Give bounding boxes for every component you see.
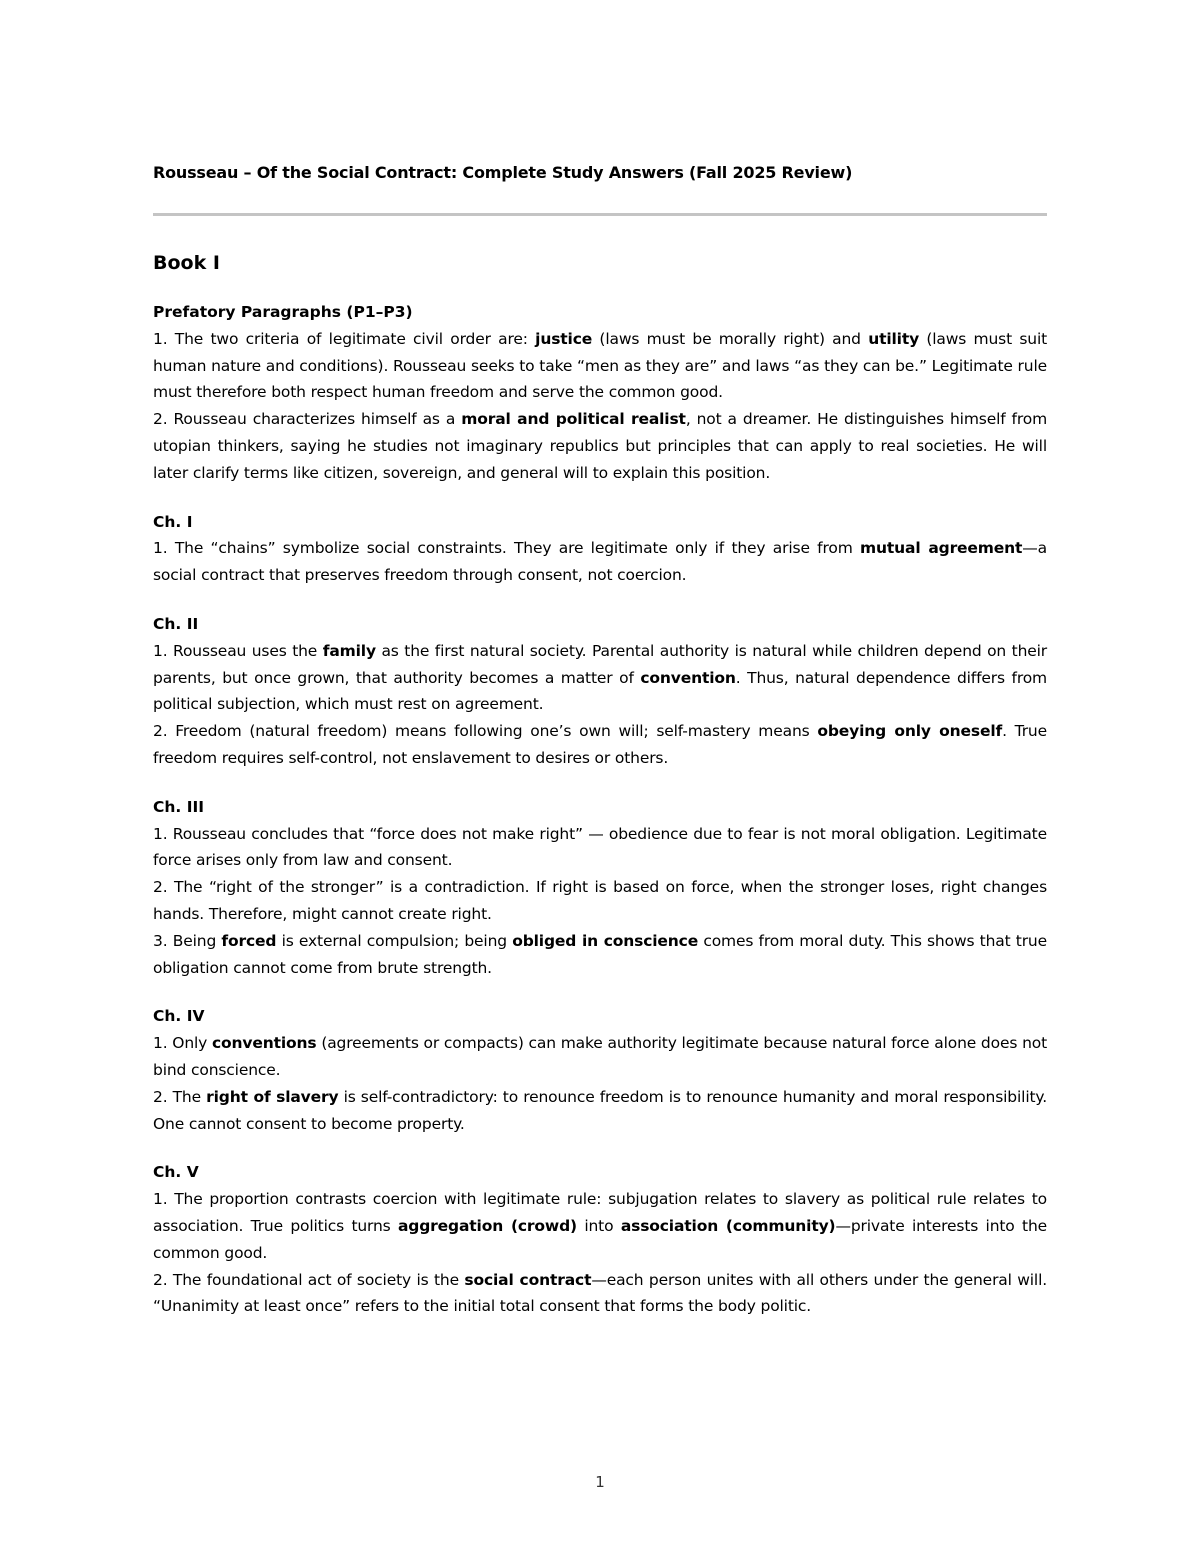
text-run: , not a dreamer. He distinguishes himself from utopian thinkers, saying he studies not imaginary republics but principles that can apply to real societies. He will later clarify terms like citizen, sovereign, and general will to explain this position. xyxy=(153,410,1048,482)
text-run: as the first natural society. Parental authority is natural while children depend on their parents, but once grown, that authority becomes a matter of xyxy=(153,641,1048,687)
answer-paragraph xyxy=(153,638,1047,718)
section-heading: Prefatory Paragraphs (P1–P3) xyxy=(153,303,413,321)
key-term: right of slavery xyxy=(206,1087,339,1106)
answer-paragraph xyxy=(153,535,1047,589)
answer-paragraph xyxy=(153,1084,1047,1138)
text-run: comes from moral duty. This shows that true obligation cannot come from brute strength. xyxy=(153,931,1047,977)
answer-paragraph xyxy=(153,1186,1047,1266)
text-run: is self-contradictory: to renounce freedom is to renounce humanity and moral responsibility. One cannot consent to become property. xyxy=(153,1087,1047,1133)
text-run: . Thus, natural dependence differs from political subjection, which must rest on agreement. xyxy=(153,668,1047,714)
key-term: moral and political realist xyxy=(461,410,686,429)
text-run: —each person unites with all others under the general will. “Unanimity at least once” refers to the initial total consent that forms the body politic. xyxy=(153,1270,1047,1316)
key-term: justice xyxy=(535,329,593,348)
text-run: 2. Freedom (natural freedom) means following one’s own will; self-mastery means xyxy=(153,722,818,741)
key-term: mutual agreement xyxy=(860,539,1023,558)
section xyxy=(153,509,1047,589)
text-run: —private interests into the common good. xyxy=(153,1216,1047,1262)
answer-paragraph xyxy=(153,406,1047,486)
text-run: is external compulsion; being xyxy=(276,931,513,950)
answer-paragraph xyxy=(153,821,1047,875)
text-run: (laws must be morally right) and xyxy=(592,329,869,348)
key-term: aggregation (crowd) xyxy=(397,1216,577,1235)
answer-paragraph xyxy=(153,874,1047,928)
key-term: association (community) xyxy=(620,1216,836,1235)
text-run: 3. Being xyxy=(153,931,222,950)
book-heading: Book I xyxy=(153,252,220,274)
text-run: 2. The foundational act of society is the xyxy=(153,1270,465,1289)
section-heading: Ch. IV xyxy=(153,1007,205,1026)
title-divider xyxy=(153,213,1047,216)
key-term: forced xyxy=(221,931,277,950)
text-run: (laws must suit human nature and conditions). Rousseau seeks to take “men as they are” and laws “as they can be.” Legitimate rule must therefore both respect human freedom and serve the common good. xyxy=(153,329,1048,402)
section-heading: Ch. I xyxy=(153,512,193,531)
answer-paragraph xyxy=(153,1030,1047,1084)
key-term: conventions xyxy=(212,1034,317,1053)
text-run: into xyxy=(576,1216,621,1235)
answer-paragraph xyxy=(153,928,1047,982)
text-run: . True freedom requires self-control, not enslavement to desires or others. xyxy=(153,722,1047,767)
text-run: 1. The “chains” symbolize social constraints. They are legitimate only if they arise from xyxy=(153,539,860,558)
text-run: 1. The proportion contrasts coercion with legitimate rule: subjugation relates to slavery as political rule relates to association. True politics turns xyxy=(153,1190,1047,1235)
section-heading: Ch. V xyxy=(153,1163,199,1182)
text-run: 1. Rousseau concludes that “force does not make right” — obedience due to fear is not moral obligation. Legitimate force arises only from law and consent. xyxy=(153,824,1047,870)
key-term: utility xyxy=(868,329,920,348)
answer-paragraph xyxy=(153,326,1047,406)
key-term: obliged in conscience xyxy=(512,931,699,950)
key-term: obeying only oneself xyxy=(817,722,1003,741)
document-body xyxy=(153,250,1047,1342)
text-run: —a social contract that preserves freedom through consent, not coercion. xyxy=(153,539,1047,585)
key-term: family xyxy=(322,641,376,660)
section-heading: Ch. III xyxy=(153,797,204,816)
text-run: 1. The two criteria of legitimate civil order are: xyxy=(153,329,536,348)
text-run: 2. The “right of the stronger” is a contradiction. If right is based on force, when the stronger loses, right changes hands. Therefore, might cannot create right. xyxy=(153,878,1047,923)
document-title: Rousseau – Of the Social Contract: Complete Study Answers (Fall 2025 Review) xyxy=(153,163,853,182)
section xyxy=(153,794,1047,982)
sections-container xyxy=(153,299,1047,1320)
key-term: social contract xyxy=(464,1270,592,1289)
text-run: (agreements or compacts) can make authority legitimate because natural force alone does not bind conscience. xyxy=(153,1034,1048,1079)
section xyxy=(153,1159,1047,1320)
text-run: 2. The xyxy=(153,1087,207,1106)
text-run: 1. Only xyxy=(153,1034,212,1053)
document-page xyxy=(153,0,1047,1553)
section xyxy=(153,1003,1047,1137)
answer-paragraph xyxy=(153,718,1047,772)
text-run: 1. Rousseau uses the xyxy=(153,641,323,660)
answer-paragraph xyxy=(153,1267,1047,1321)
page-number: 1 xyxy=(595,1473,605,1491)
text-run: 2. Rousseau characterizes himself as a xyxy=(153,410,462,429)
key-term: convention xyxy=(640,668,736,687)
section-heading: Ch. II xyxy=(153,614,199,633)
section xyxy=(153,299,1047,487)
section xyxy=(153,611,1047,772)
